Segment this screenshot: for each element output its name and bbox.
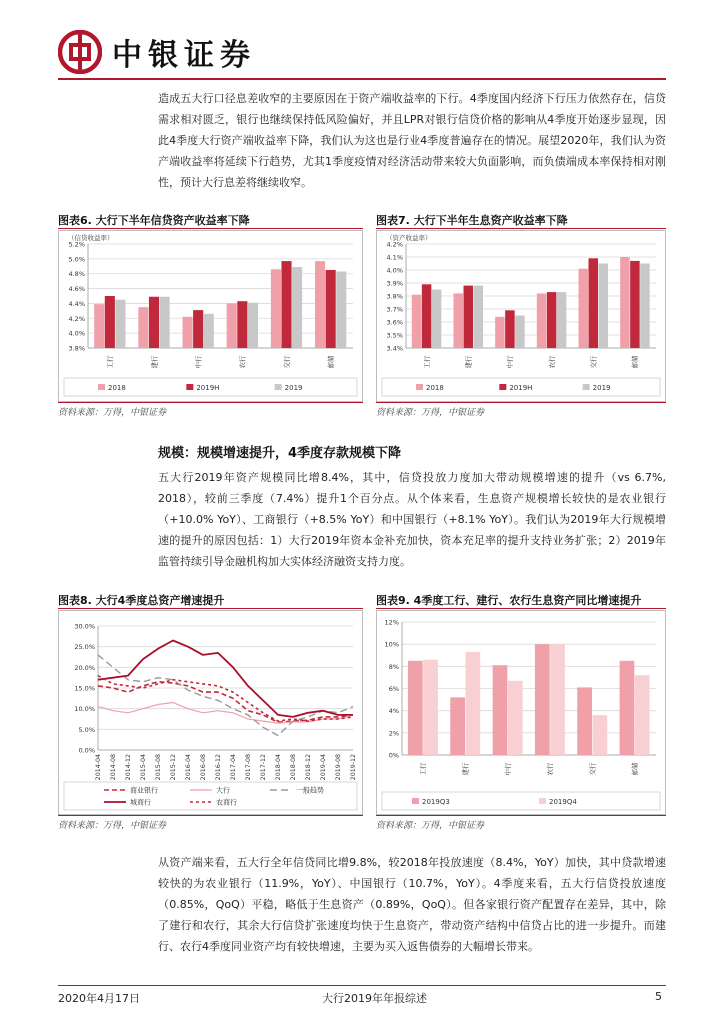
y-tick-label: 5.0% — [68, 255, 85, 264]
y-tick-label: 25.0% — [74, 643, 95, 652]
x-tick-label: 2014-12 — [125, 754, 132, 781]
x-tick-label: 交行 — [589, 355, 598, 369]
series-line-城商行 — [98, 641, 353, 717]
bar-2018 — [579, 269, 589, 348]
x-tick-label: 中行 — [506, 355, 515, 369]
figure-9-source: 资料来源：万得，中银证券 — [376, 821, 485, 831]
paragraph-3: 从资产端来看，五大行全年信贷同比增9.8%，较2018年投放速度（8.4%，YoY）加快，其中贷款增速较快的为农业银行（11.9%，YoY）、中国银行（10.7%，YoY）。4季度来看，五大行信贷投放速度（0.85%，QoQ）平稳，略低于生息资产（0.89%，QoQ）。但各家银行资产配置存在差异，其中，除了建行和农行，其余大行信贷扩张速度均快于生息资产，带动资产结构中信贷占比的进一步提升。而建行、农行4季度同业资产均有较快增速，主要为买入返售债券的大幅增长带来。 — [158, 856, 666, 953]
figure-7-source-rule — [376, 402, 666, 403]
footer-title: 大行2019年年报综述 — [322, 992, 427, 1005]
bar-2019H — [326, 270, 336, 348]
bar-2019 — [432, 290, 441, 349]
bar-2019Q3 — [408, 661, 423, 755]
bar-2019H — [547, 292, 557, 348]
bar-2019H — [422, 284, 432, 348]
figure-8-chart — [58, 610, 363, 815]
legend-label: 农商行 — [216, 798, 237, 807]
y-tick-label: 4.8% — [68, 270, 85, 279]
legend-swatch — [186, 384, 193, 390]
y-tick-label: 8% — [388, 662, 399, 671]
legend-label: 大行 — [216, 786, 230, 795]
x-tick-label: 农行 — [546, 762, 555, 776]
x-tick-label: 工行 — [419, 762, 428, 776]
x-tick-label: 邮储 — [630, 762, 639, 776]
legend-swatch — [412, 798, 419, 804]
figure-8-source: 资料来源：万得，中银证券 — [58, 821, 167, 831]
bar-2019H — [505, 310, 515, 348]
y-tick-label: 4% — [388, 707, 399, 716]
y-tick-label: 6% — [388, 685, 399, 693]
y-tick-label: 20.0% — [74, 663, 95, 672]
x-tick-label: 交行 — [282, 355, 291, 369]
y-tick-label: 4.6% — [68, 285, 85, 294]
x-tick-label: 2019-04 — [320, 754, 327, 781]
bar-2019H — [105, 296, 115, 348]
bar-2019 — [599, 264, 609, 349]
y-tick-label: 4.2% — [386, 240, 403, 249]
bar-2019H — [281, 261, 291, 348]
paragraph-2: 五大行2019年资产规模同比增8.4%，其中，信贷投放力度加大带动规模增速的提升（vs 6.7%, 2018），较前三季度（7.4%）提升1个百分点。从个体来看，生息资产规模增长较快的是农业银行（+10.0% YoY）、工商银行（+8.5% YoY）和中国银行（+8.1% YoY）。我们认为2019年大行规模增速的提升的原因包括：1）大行2019年资本金补充加快，资本充足率的提升支持业务扩张；2）2019年监管持续引导金融机构加大实体经济融资支持力度。 — [158, 471, 666, 568]
x-tick-label: 2019-12 — [350, 754, 357, 781]
legend-label: 2019Q3 — [422, 798, 450, 806]
bar-2019H — [149, 297, 159, 348]
bar-2019Q4 — [423, 660, 438, 755]
footer-page-number: 5 — [655, 990, 662, 1003]
x-tick-label: 农行 — [238, 355, 247, 369]
y-tick-label: 4.2% — [68, 314, 85, 323]
bar-2018 — [315, 261, 325, 348]
bar-2019 — [640, 264, 650, 349]
legend-label: 商业银行 — [130, 786, 158, 795]
x-tick-label: 2016-04 — [185, 754, 192, 781]
figure-8-source-rule — [58, 815, 363, 816]
legend-label: 2019H — [196, 384, 220, 392]
legend-label: 2019H — [509, 384, 533, 392]
legend-swatch — [98, 384, 105, 390]
legend-swatch — [416, 384, 423, 390]
y-tick-label: 3.9% — [386, 279, 403, 288]
x-tick-label: 2017-08 — [245, 754, 252, 781]
bar-2019H — [630, 261, 640, 348]
x-tick-label: 2014-04 — [95, 754, 102, 781]
x-tick-label: 2016-12 — [215, 754, 222, 781]
bar-2019Q3 — [620, 661, 635, 755]
y-tick-label: 3.4% — [386, 344, 403, 353]
x-tick-label: 邮储 — [326, 355, 335, 369]
x-tick-label: 工行 — [422, 355, 431, 369]
y-tick-label: 4.1% — [386, 253, 403, 262]
legend-label: 2019 — [284, 384, 303, 392]
figure-9-source-rule — [376, 815, 666, 816]
bar-2019Q3 — [535, 644, 550, 755]
bar-2018 — [138, 307, 148, 348]
y-tick-label: 4.0% — [386, 266, 403, 275]
bar-2019 — [292, 267, 302, 348]
bar-2018 — [495, 317, 505, 348]
y-tick-label: 3.6% — [386, 318, 403, 327]
x-tick-label: 中行 — [503, 762, 512, 776]
x-tick-label: 2015-04 — [140, 754, 147, 781]
y-tick-label: 4.0% — [68, 329, 85, 338]
unit-label: （信贷收益率） — [68, 234, 114, 242]
bar-2019 — [336, 271, 346, 348]
y-tick-label: 3.5% — [386, 331, 403, 340]
figure-6-title: 图表6. 大行下半年信贷资产收益率下降 — [58, 214, 250, 227]
x-tick-label: 2015-12 — [170, 754, 177, 781]
bar-2019 — [160, 297, 170, 348]
bar-2018 — [412, 295, 422, 348]
bar-2019H — [464, 286, 474, 348]
bar-2018 — [94, 304, 104, 348]
y-tick-label: 2% — [388, 729, 399, 738]
legend-label: 城商行 — [130, 798, 151, 807]
bar-2019 — [474, 286, 484, 348]
section-title: 规模：规模增速提升，4季度存款规模下降 — [158, 446, 402, 461]
legend-label: 2018 — [426, 384, 444, 392]
x-tick-label: 2016-08 — [200, 754, 207, 781]
brand-name: 中银证券 — [112, 38, 256, 73]
header-divider — [58, 78, 666, 80]
bar-2019Q4 — [466, 652, 481, 755]
bar-2019H — [193, 310, 203, 348]
bar-2019H — [589, 258, 599, 348]
bar-2018 — [227, 303, 237, 348]
figure-9-title-rule — [376, 608, 666, 609]
x-tick-label: 中行 — [194, 355, 203, 369]
bar-2018 — [454, 293, 464, 348]
legend-swatch — [275, 384, 282, 390]
bar-2019 — [515, 316, 525, 349]
legend-swatch — [539, 798, 546, 804]
x-tick-label: 建行 — [461, 762, 470, 776]
bar-2019Q3 — [450, 697, 465, 755]
figure-7-title-rule — [376, 228, 666, 229]
x-tick-label: 农行 — [547, 355, 556, 369]
x-tick-label: 2017-12 — [260, 754, 267, 781]
bank-of-china-logo-icon — [58, 30, 102, 74]
legend-label: 2019 — [592, 384, 611, 392]
legend-swatch — [499, 384, 506, 390]
legend-label: 2018 — [108, 384, 126, 392]
y-tick-label: 10.0% — [74, 705, 95, 714]
bar-2019H — [237, 301, 247, 348]
y-tick-label: 12% — [384, 618, 399, 627]
bar-2019Q4 — [550, 644, 565, 755]
x-tick-label: 2015-08 — [155, 754, 162, 781]
x-tick-label: 2017-04 — [230, 754, 237, 781]
y-tick-label: 3.8% — [386, 292, 403, 301]
paragraph-1: 造成五大行口径息差收窄的主要原因在于资产端收益率的下行。4季度国内经济下行压力依然存在，信贷需求相对匮乏，银行也继续保持低风险偏好，并且LPR对银行信贷价格的影响从4季度开始逐步显现，因此4季度大行资产端收益率下降，我们认为这也是行业4季度普遍存在的情况。展望2020年，我们认为资产端收益率将延续下行趋势，尤其1季度疫情对经济活动带来较大负面影响，而负债端成本率保持相对刚性，预计大行息差将继续收窄。 — [158, 92, 666, 189]
y-tick-label: 4.4% — [68, 299, 85, 308]
bar-2019 — [204, 314, 214, 348]
figure-7-chart — [376, 230, 666, 402]
bar-2018 — [537, 293, 547, 348]
figure-7-title: 图表7. 大行下半年生息资产收益率下降 — [376, 214, 568, 227]
bar-2019Q3 — [577, 687, 592, 755]
bar-2018 — [271, 269, 281, 348]
x-tick-label: 工行 — [106, 355, 115, 369]
y-tick-label: 0.0% — [78, 746, 95, 755]
y-tick-label: 30.0% — [74, 622, 95, 631]
y-tick-label: 5.0% — [78, 725, 95, 734]
y-tick-label: 3.8% — [68, 344, 85, 353]
y-tick-label: 3.7% — [386, 305, 403, 314]
x-tick-label: 2018-12 — [305, 754, 312, 781]
y-tick-label: 5.2% — [68, 240, 85, 249]
figure-9-chart — [376, 610, 666, 815]
y-tick-label: 10% — [384, 640, 399, 649]
x-tick-label: 2018-04 — [275, 754, 282, 781]
x-tick-label: 交行 — [588, 762, 597, 776]
legend-label: 2019Q4 — [549, 798, 577, 806]
bar-2019Q4 — [635, 675, 650, 755]
figure-6-source-rule — [58, 402, 363, 403]
unit-label: （资产收益率） — [386, 234, 432, 242]
chart-border — [59, 611, 363, 815]
legend-swatch — [583, 384, 590, 390]
figure-9-title: 图表9. 4季度工行、建行、农行生息资产同比增速提升 — [376, 594, 642, 607]
bar-2018 — [620, 257, 630, 348]
x-tick-label: 建行 — [150, 355, 159, 369]
bar-2019Q3 — [493, 665, 508, 755]
legend-label: 一般趋势 — [296, 786, 324, 795]
x-tick-label: 2019-08 — [335, 754, 342, 781]
x-tick-label: 2018-08 — [290, 754, 297, 781]
y-tick-label: 0% — [388, 751, 399, 760]
y-tick-label: 15.0% — [74, 684, 95, 693]
bar-2019 — [557, 292, 567, 348]
x-tick-label: 建行 — [464, 355, 473, 369]
figure-6-title-rule — [58, 228, 363, 229]
figure-7-source: 资料来源：万得，中银证券 — [376, 408, 485, 418]
bar-2019 — [115, 300, 125, 348]
footer-divider — [58, 985, 666, 986]
figure-8-title: 图表8. 大行4季度总资产增速提升 — [58, 594, 225, 607]
page-header — [58, 28, 256, 76]
bar-2019Q4 — [508, 681, 523, 755]
bar-2018 — [183, 317, 193, 348]
bar-2019 — [248, 303, 258, 348]
footer-date: 2020年4月17日 — [58, 992, 140, 1005]
x-tick-label: 邮储 — [631, 355, 640, 369]
bar-2019Q4 — [593, 715, 608, 755]
x-tick-label: 2014-08 — [110, 754, 117, 781]
figure-8-title-rule — [58, 608, 363, 609]
figure-6-chart — [58, 230, 363, 402]
figure-6-source: 资料来源：万得，中银证券 — [58, 408, 167, 418]
